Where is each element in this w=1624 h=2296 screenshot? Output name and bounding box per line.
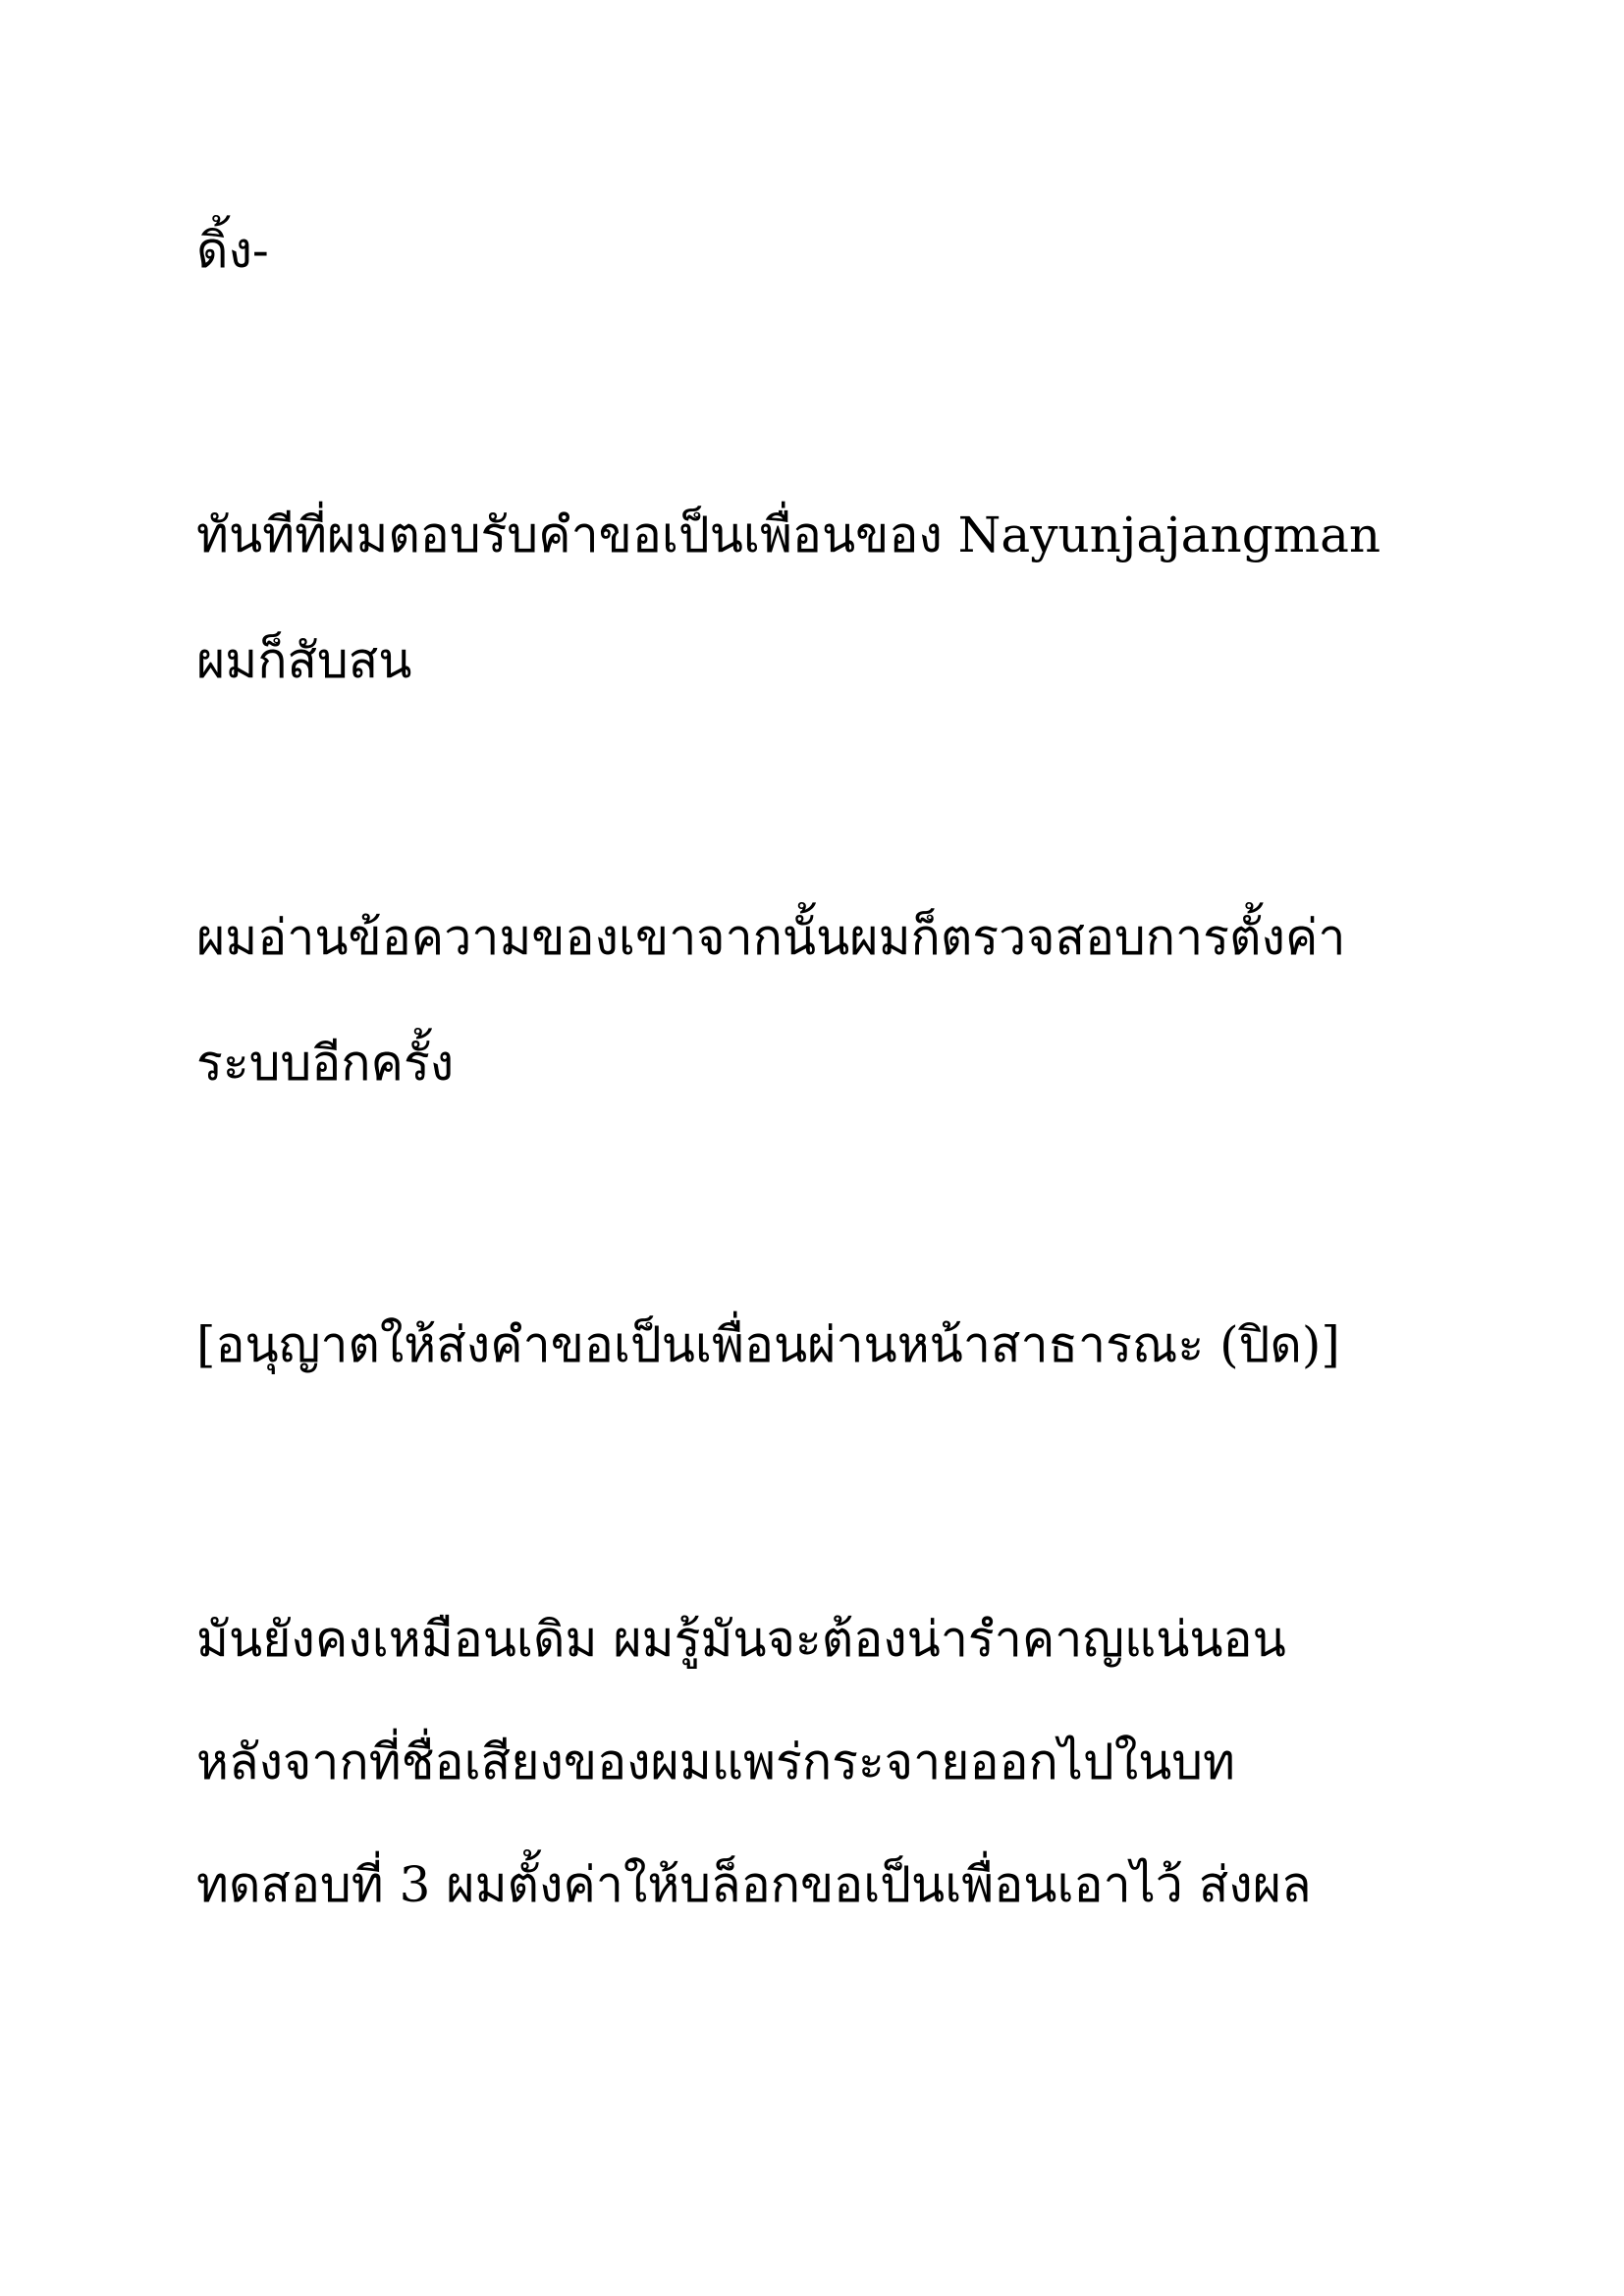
paragraph-sound-effect: ดิ้ง-: [196, 222, 269, 279]
paragraph-still-same-line-3: ทดสอบที่ 3 ผมตั้งค่าให้บล็อกขอเป็นเพื่อนเอาไว้ ส่งผล: [196, 1856, 1312, 1913]
paragraph-still-same-line-1: มันยังคงเหมือนเดิม ผมรู้มันจะต้องน่ารำคาญแน่นอน: [196, 1611, 1286, 1668]
paragraph-check-settings-line-1: ผมอ่านข้อความของเขาจากนั้นผมก็ตรวจสอบการตั้งค่า: [196, 909, 1346, 966]
paragraph-system-setting: [อนุญาตให้ส่งคำขอเป็นเพื่อนผ่านหน้าสาธารณะ (ปิด)]: [196, 1316, 1340, 1373]
paragraph-still-same-line-2: หลังจากที่ชื่อเสียงของผมแพร่กระจายออกไปในบท: [196, 1734, 1235, 1790]
paragraph-friend-request-line-1: ทันทีที่ผมตอบรับคำขอเป็นเพื่อนของ Nayunjajangman: [196, 507, 1381, 563]
paragraph-friend-request-line-2: ผมก็สับสน: [196, 632, 412, 689]
paragraph-check-settings-line-2: ระบบอีกครั้ง: [196, 1035, 455, 1092]
